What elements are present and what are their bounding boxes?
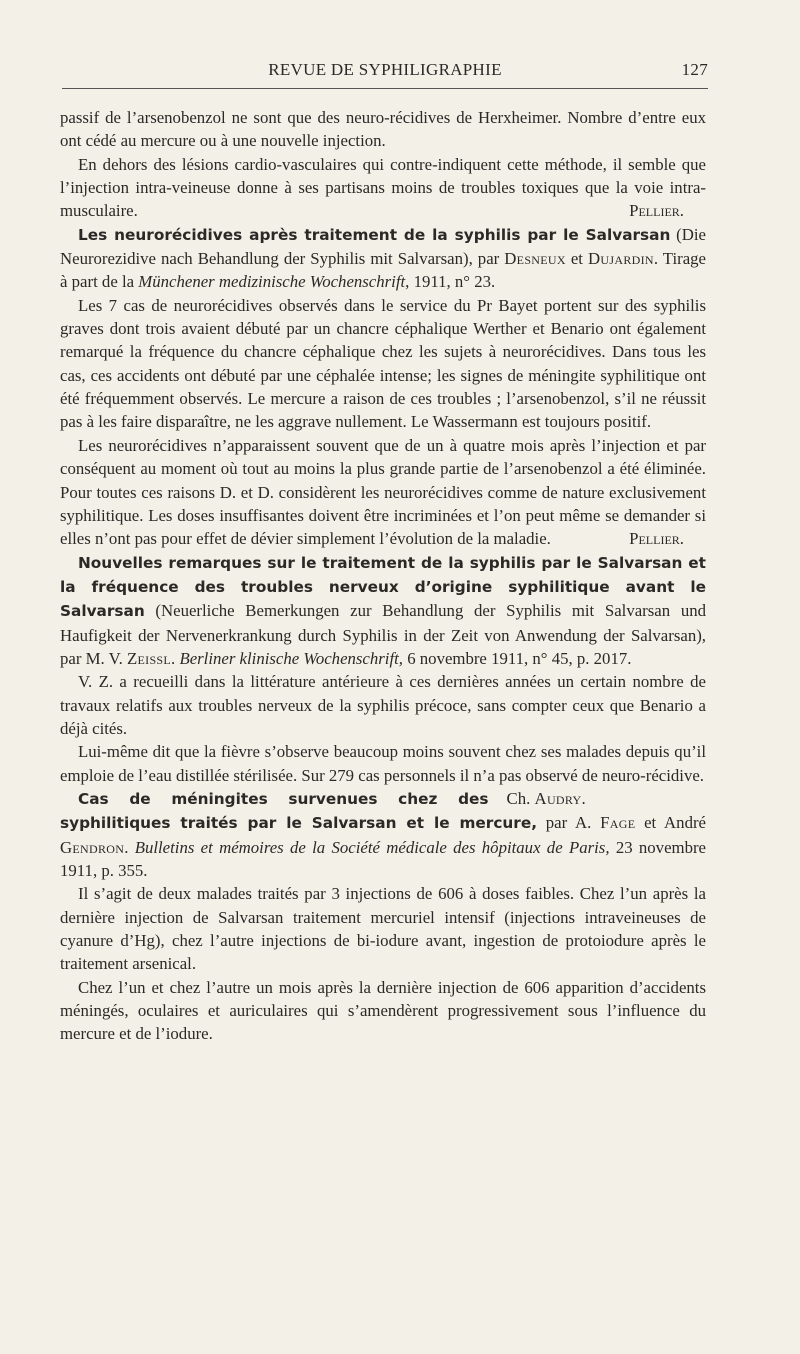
citation-text: 23 novembre 1911, p. 355. — [60, 837, 706, 880]
signature-initials: Ch. — [506, 788, 535, 808]
page-number: 127 — [681, 60, 708, 79]
paragraph: Il s’agit de deux malades traités par 3 injections de 606 à doses faibles. Chez l’un après la dernière injection de Salvarsan traitement mercuriel intensif (injections intraveineuses de cyanure d’Hg), chez l’autre injections de bi-iodure avant, ingestion de protoiodure après le traitement arsenical. — [60, 884, 706, 974]
citation-text: . — [124, 837, 135, 857]
article-title: Nouvelles remarques sur le traitement de la syphilis par le Salvarsan et la fréquence des troubles nerveux d’origine syphilitique avant le Salvarsan — [60, 553, 706, 621]
paragraph-text: En dehors des lésions cardio-vasculaires qui contre-indiquent cette méthode, il semble que l’injection intra-veineuse donne à ses partisans moins de troubles toxiques que la voie intra-musculaire. — [60, 154, 706, 221]
author-name: Dujardin — [588, 249, 654, 269]
signature-name: Audry. — [534, 788, 586, 808]
citation-text: (Neuerliche Bemerkungen zur Behandlung der Syphilis mit Salvarsan und Haufigkeit der Nervenerkrankung durch Syphilis in der Zeit von Anwendung der Salvarsan), par M. V. — [60, 601, 706, 668]
author-name: Gendron — [60, 837, 125, 857]
citation-text: , 1911, n° 23. — [405, 272, 496, 292]
author-name: Fage — [600, 813, 636, 833]
article-title: Les neurorécidives après traitement de la syphilis par le Salvarsan — [78, 225, 671, 244]
citation-text: (Die Neurorezidive nach Behandlung der Syphilis mit Salvarsan), par — [60, 224, 706, 269]
reviewer-signature: Pellier. — [629, 529, 684, 549]
citation-text: et André — [635, 813, 706, 833]
running-title: REVUE DE SYPHILIGRAPHIE — [268, 60, 502, 79]
journal-name: Münchener medizinische Wochenschrift — [138, 272, 406, 292]
reviewer-signature — [489, 787, 586, 810]
author-name: Zeissl — [126, 648, 172, 668]
citation-text: par A. — [537, 813, 601, 833]
paragraph — [60, 153, 706, 223]
continued-paragraph: passif de l’arsenobenzol ne sont que des neuro-récidives de Herxheimer. Nombre d’entre eux ont cédé au mercure ou à une nouvelle injection. — [60, 108, 706, 151]
paragraph-text: Lui-même dit que la fièvre s’observe beaucoup moins souvent chez ses malades depuis qu’il emploie de l’eau distillée stérilisée. Sur 279 cas personnels il n’a pas observé de neuro-récidive. — [60, 742, 706, 785]
citation-text: . Tirage à part de la — [60, 249, 706, 292]
article-citation — [60, 787, 706, 882]
citation-text: 6 novembre 1911, n° 45, p. 2017. — [403, 648, 632, 668]
reviewer-signature: Pellier. — [629, 201, 684, 221]
page-body — [60, 106, 706, 1046]
paragraph: Chez l’un et chez l’autre un mois après la dernière injection de 606 apparition d’accidents méningés, oculaires et auriculaires qui s’amendèrent progressivement sous l’influence du mercure et de l’iodure. — [60, 977, 706, 1044]
journal-name: Bulletins et mémoires de la Société médicale des hôpitaux de Paris, — [134, 837, 610, 857]
paragraph: Les 7 cas de neurorécidives observés dans le service du Pr Bayet portent sur des syphilis graves dont trois avaient débuté par un chancre céphalique Werther et Benario ont également remarqué la fréquence du chancre céphalique chez les sujets à neurorécidives. Dans tous les cas, ces accidents ont débuté par une céphalée intense; les signes de méningite syphilitique ont été fréquemment observés. Le mercure a raison de ces troubles ; l’arsenobenzol, s’il ne réussit pas à les faire disparaître, ne les aggrave nullement. Le Wassermann est toujours positif. — [60, 295, 706, 432]
running-header — [62, 58, 708, 89]
paragraph — [60, 434, 706, 551]
journal-name: Berliner klinische Wochenschrift, — [179, 648, 403, 668]
citation-text: . — [171, 648, 180, 668]
paragraph-text: Les neurorécidives n’apparaissent souvent que de un à quatre mois après l’injection et par conséquent au moment où tout au moins la plus grande partie de l’arsenobenzol a été éliminée. Pour toutes ces raisons D. et D. considèrent les neurorécidives comme de nature exclusivement syphilitique. Les doses insuffisantes doivent être incriminées et l’on peut même se demander si elles n’ont pas pour effet de dévier simplement l’évolution de la maladie. — [60, 435, 706, 549]
citation-text: et — [565, 249, 588, 269]
author-name: Desneux — [504, 249, 566, 269]
article-title: Cas de méningites survenues chez des syphilitiques traités par le Salvarsan et le mercure, — [60, 789, 538, 833]
paragraph: V. Z. a recueilli dans la littérature antérieure à ces dernières années un certain nombre de travaux relatifs aux troubles nerveux de la syphilis précoce, sans compter ceux que Benario a déjà cités. — [60, 672, 706, 738]
article-citation — [60, 223, 706, 294]
article-citation — [60, 551, 706, 671]
paragraph — [60, 740, 706, 808]
